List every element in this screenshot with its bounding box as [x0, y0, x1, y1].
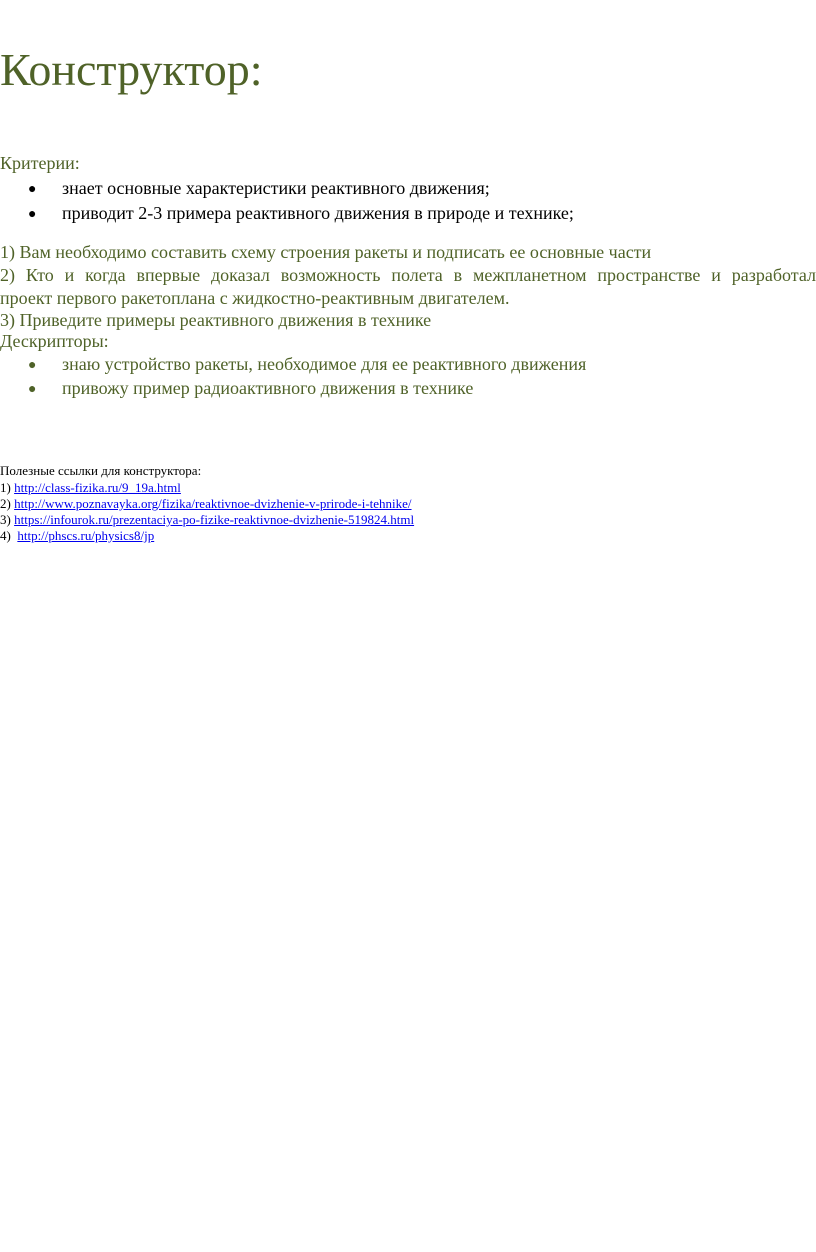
link-number: 3): [0, 512, 15, 527]
task-1: 1) Вам необходимо составить схему строения ракеты и подписать ее основные части: [0, 242, 652, 262]
criteria-item-1: [28, 177, 490, 201]
bullet-dot-icon: ●: [28, 182, 37, 197]
link-number: 1): [0, 480, 15, 495]
bullet-dot-icon: ●: [28, 358, 37, 373]
criteria-heading: Критерии:: [0, 153, 80, 173]
criteria-item-2: [28, 202, 574, 226]
link-number: 2): [0, 496, 15, 511]
bullet-dot-icon: ●: [28, 207, 37, 222]
criteria-item-text: знает основные характеристики реактивного движения;: [62, 178, 490, 198]
descriptors-heading: Дескрипторы:: [0, 331, 109, 351]
link-row-4: [0, 528, 154, 544]
descriptor-item-text: привожу пример радиоактивного движения в технике: [62, 378, 474, 398]
link-row-3: [0, 512, 414, 528]
link-infourok[interactable]: https://infourok.ru/prezentaciya-po-fizike-reaktivnoe-dvizhenie-519824.html: [14, 512, 415, 527]
descriptor-item-text: знаю устройство ракеты, необходимое для ее реактивного движения: [62, 354, 587, 374]
task-2-line-1: 2) Кто и когда впервые доказал возможность полета в межпланетном пространстве и разработал: [0, 265, 816, 285]
descriptor-item-1: [28, 353, 586, 377]
descriptor-item-2: [28, 377, 473, 401]
link-row-2: [0, 496, 412, 512]
link-poznavayka[interactable]: http://www.poznavayka.org/fizika/reaktivnoe-dvizhenie-v-prirode-i-tehnike/: [14, 496, 412, 511]
link-number: 4): [0, 528, 18, 543]
page-title: Конструктор:: [0, 44, 263, 95]
link-phscs[interactable]: http://phscs.ru/physics8/jp: [17, 528, 155, 543]
link-row-1: [0, 480, 181, 496]
criteria-item-text: приводит 2-3 примера реактивного движения в природе и технике;: [62, 203, 574, 223]
links-heading: Полезные ссылки для конструктора:: [0, 463, 202, 478]
link-class-fizika[interactable]: http://class-fizika.ru/9_19a.html: [14, 480, 181, 495]
bullet-dot-icon: ●: [28, 382, 37, 397]
task-2-line-2: проект первого ракетоплана с жидкостно-реактивным двигателем.: [0, 288, 510, 308]
task-3: 3) Приведите примеры реактивного движения в технике: [0, 310, 432, 330]
